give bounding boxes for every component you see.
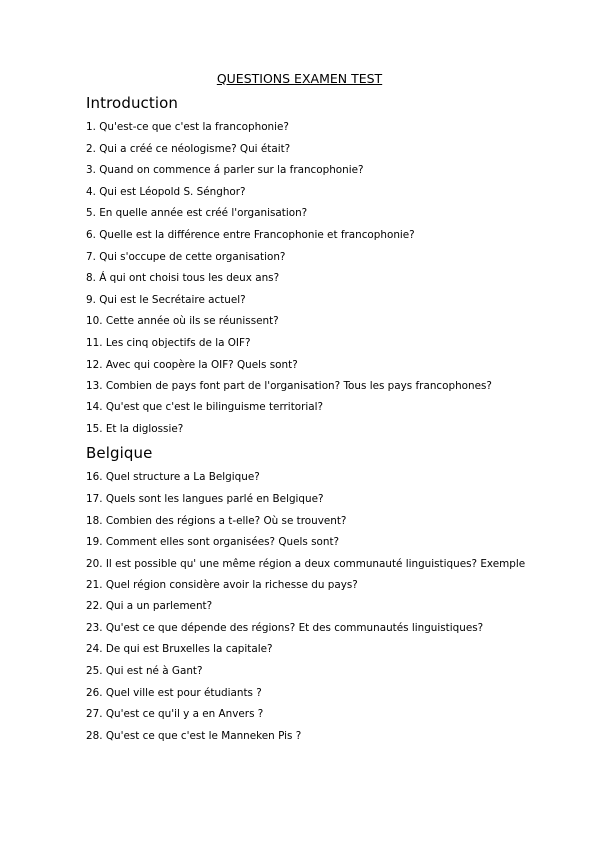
question-item: 24. De qui est Bruxelles la capitale? bbox=[86, 643, 273, 656]
question-item: 20. Il est possible qu' une même région a deux communauté linguistiques? Exemple bbox=[86, 557, 526, 570]
question-item: 21. Quel région considère avoir la richesse du pays? bbox=[86, 578, 358, 591]
question-item: 9. Qui est le Secrétaire actuel? bbox=[86, 293, 246, 306]
question-item: 18. Combien des régions a t-elle? Où se trouvent? bbox=[86, 514, 347, 527]
question-item: 6. Quelle est la différence entre Francophonie et francophonie? bbox=[86, 228, 415, 241]
question-item: 11. Les cinq objectifs de la OIF? bbox=[86, 336, 251, 349]
question-item: 10. Cette année où ils se réunissent? bbox=[86, 315, 279, 328]
question-item: 17. Quels sont les langues parlé en Belgique? bbox=[86, 492, 324, 505]
document-body bbox=[86, 93, 526, 750]
question-item: 16. Quel structure a La Belgique? bbox=[86, 471, 260, 484]
question-item: 2. Qui a créé ce néologisme? Qui était? bbox=[86, 142, 291, 155]
question-item: 15. Et la diglossie? bbox=[86, 422, 184, 435]
question-list-belgique bbox=[86, 470, 526, 743]
question-item: 26. Quel ville est pour étudiants ? bbox=[86, 686, 262, 699]
document-title: QUESTIONS EXAMEN TEST bbox=[216, 71, 383, 86]
question-item: 3. Quand on commence á parler sur la francophonie? bbox=[86, 164, 364, 177]
question-item: 4. Qui est Léopold S. Sénghor? bbox=[86, 185, 246, 198]
question-item: 14. Qu'est que c'est le bilinguisme territorial? bbox=[86, 401, 324, 414]
question-list-introduction bbox=[86, 120, 526, 436]
question-item: 19. Comment elles sont organisées? Quels sont? bbox=[86, 536, 340, 549]
question-item: 1. Qu'est-ce que c'est la francophonie? bbox=[86, 121, 289, 133]
question-item: 13. Combien de pays font part de l'organisation? Tous les pays francophones? bbox=[86, 380, 492, 393]
question-item: 23. Qu'est ce que dépende des régions? Et des communautés linguistiques? bbox=[86, 621, 484, 634]
question-item: 22. Qui a un parlement? bbox=[86, 600, 213, 613]
question-item: 5. En quelle année est créé l'organisation? bbox=[86, 207, 308, 220]
question-item: 27. Qu'est ce qu'il y a en Anvers ? bbox=[86, 708, 264, 721]
question-item: 28. Qu'est ce que c'est le Manneken Pis ? bbox=[86, 729, 302, 742]
section-heading-introduction: Introduction bbox=[86, 94, 179, 112]
question-item: 25. Qui est né à Gant? bbox=[86, 665, 203, 678]
question-item: 12. Avec qui coopère la OIF? Quels sont? bbox=[86, 358, 298, 371]
question-item: 7. Qui s'occupe de cette organisation? bbox=[86, 250, 286, 263]
section-heading-belgique: Belgique bbox=[86, 444, 153, 463]
question-item: 8. Á qui ont choisi tous les deux ans? bbox=[86, 272, 280, 285]
